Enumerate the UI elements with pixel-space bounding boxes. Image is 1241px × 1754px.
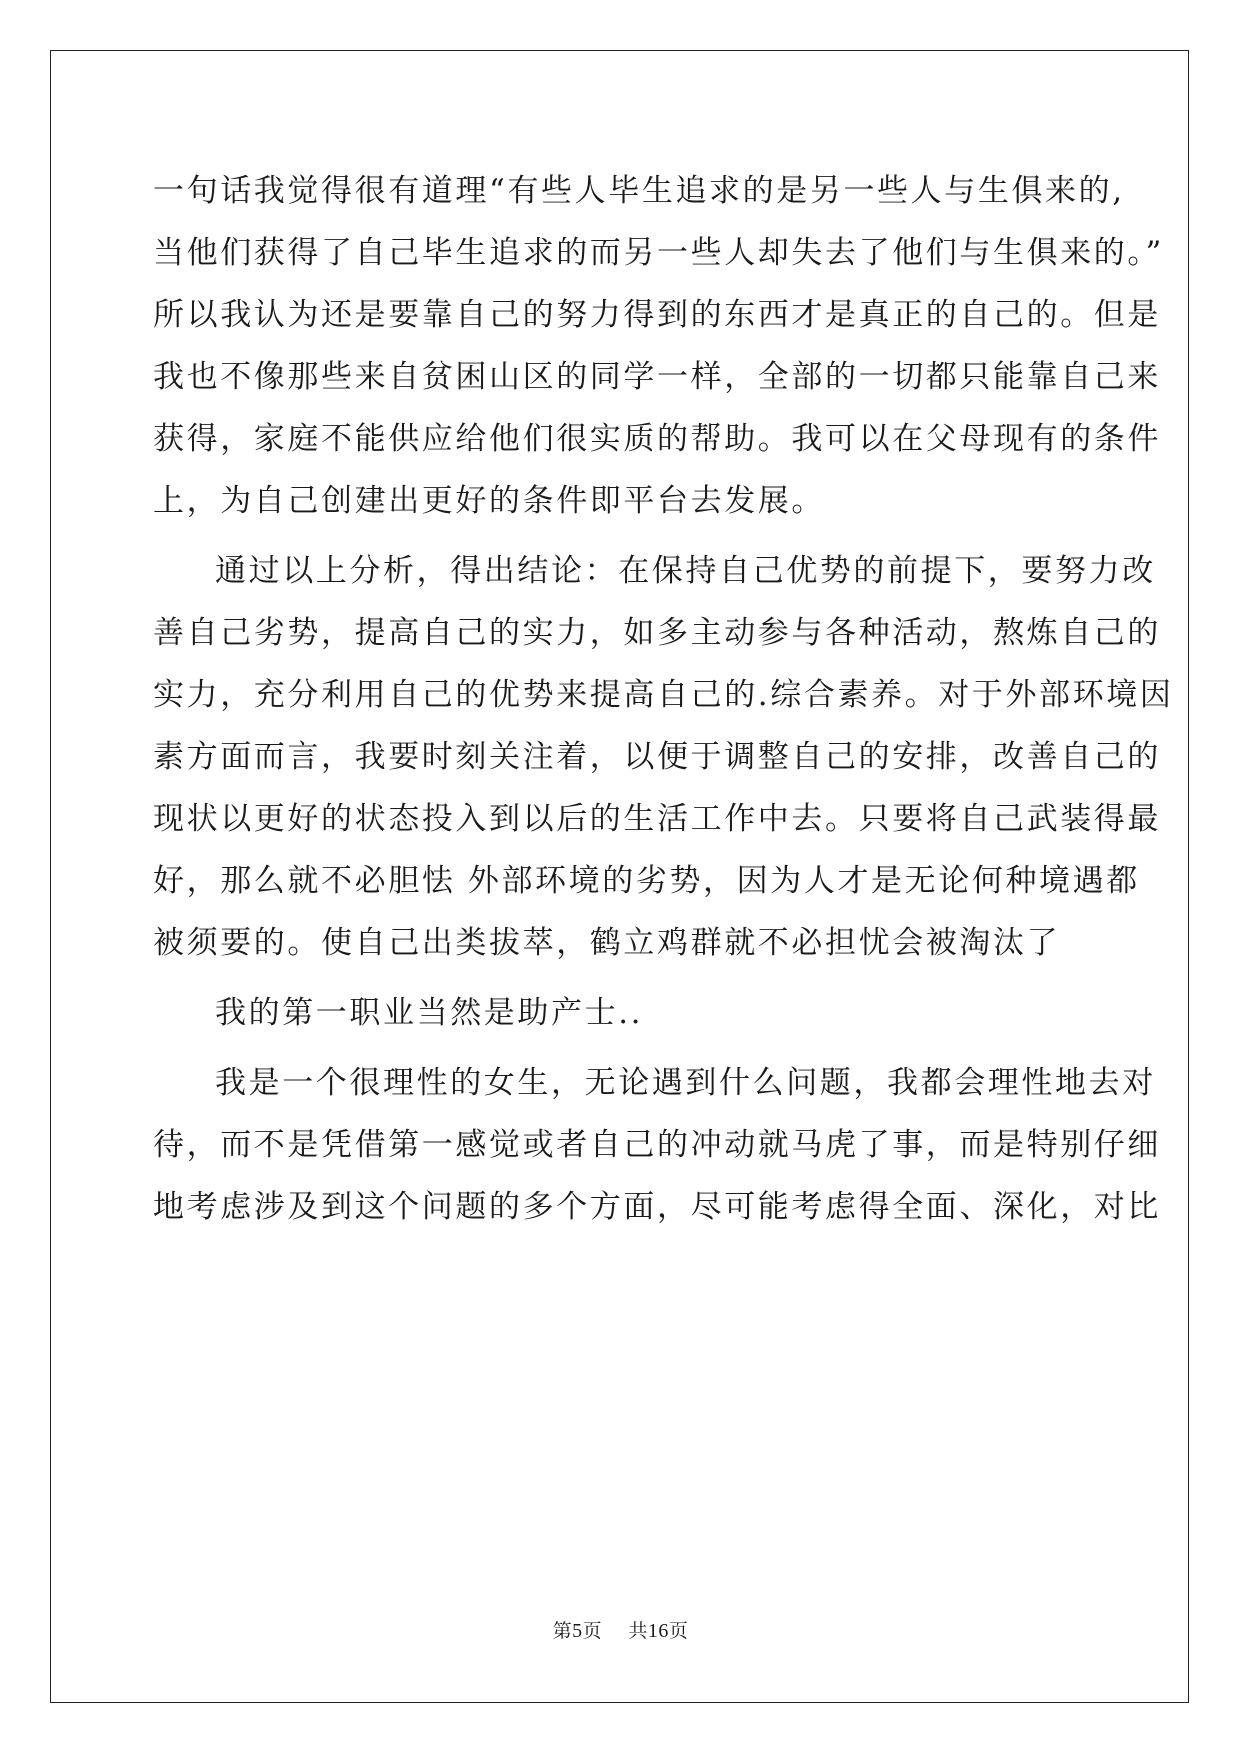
text-line: 获得，家庭不能供应给他们很实质的帮助。我可以在父母现有的条件 [153,421,1161,457]
text-line: 善自己劣势，提高自己的实力，如多主动参与各种活动，熬炼自己的 [153,615,1161,651]
text-line: 实力，充分利用自己的优势来提高自己的.综合素养。对于外部环境因 [153,677,1174,713]
paragraph-start-line: 通过以上分析，得出结论：在保持自己优势的前提下，要努力改 [215,553,1156,589]
text-line: 上，为自己创建出更好的条件即平台去发展。 [153,483,825,519]
text-line: 被须要的。使自己出类拔萃，鹤立鸡群就不必担忧会被淘汰了 [153,925,1061,961]
text-line: 待，而不是凭借第一感觉或者自己的冲动就马虎了事，而是特别仔细 [153,1127,1161,1163]
text-line: 一句话我觉得很有道理“有些人毕生追求的是另一些人与生俱来的, [153,173,1125,209]
document-body [153,160,1174,1238]
total-pages: 16 [647,1620,669,1642]
text-line: 地考虑涉及到这个问题的多个方面，尽可能考虑得全面、深化，对比 [153,1189,1161,1225]
page-footer [0,1616,1241,1643]
paragraph-start-line: 我是一个很理性的女生，无论遇到什么问题，我都会理性地去对 [215,1065,1156,1101]
page-suffix: 页 [582,1620,603,1642]
page-prefix: 第 [552,1620,573,1642]
text-line: 当他们获得了自己毕生追求的而另一些人却失去了他们与生俱来的。” [153,235,1164,271]
text-line: 所以我认为还是要靠自己的努力得到的东西才是真正的自己的。但是 [153,297,1161,333]
text-line: 现状以更好的状态投入到以后的生活工作中去。只要将自己武装得最 [153,801,1161,837]
page-number: 5 [572,1620,583,1642]
paragraph-start-line: 我的第一职业当然是助产士.. [215,995,644,1031]
total-prefix: 共 [628,1620,648,1642]
text-line: 素方面而言，我要时刻关注着，以便于调整自己的安排，改善自己的 [153,739,1161,775]
text-line: 好，那么就不必胆怯 外部环境的劣势，因为人才是无论何种境遇都 [153,863,1140,899]
total-suffix: 页 [668,1620,689,1642]
text-line: 我也不像那些来自贫困山区的同学一样，全部的一切都只能靠自己来 [153,359,1161,395]
